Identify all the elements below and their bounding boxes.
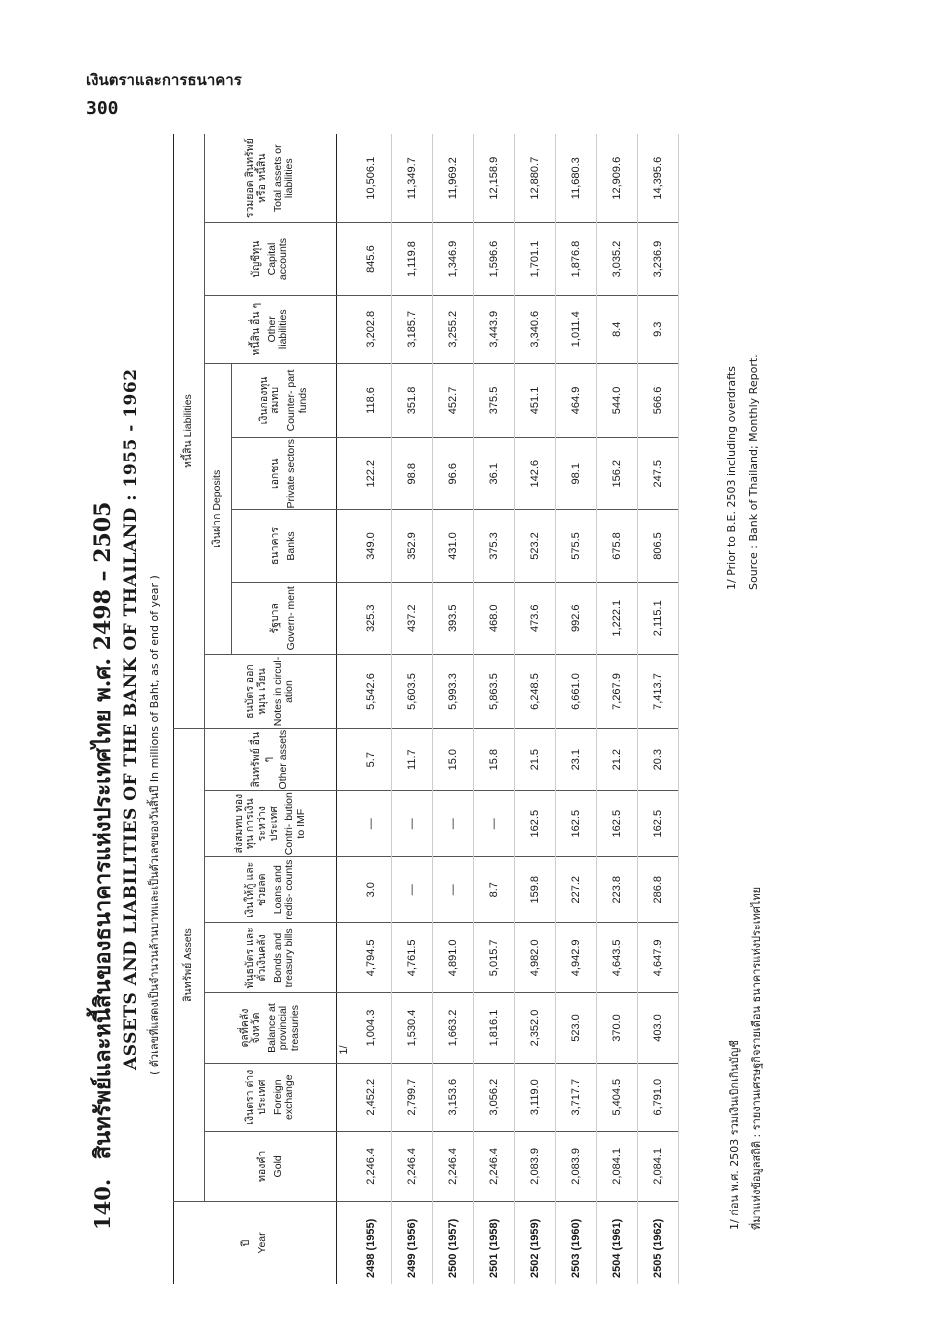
cell-bonds: 4,891.0	[433, 923, 474, 993]
cell-year: 2500 (1957)	[433, 1201, 474, 1284]
cell-treas: 1,530.4	[392, 993, 433, 1063]
col-government-thai: รัฐบาล	[269, 603, 282, 634]
cell-gov: 437.2	[392, 582, 433, 654]
col-treasuries-thai: ดุลที่คลัง จังหวัด	[238, 1008, 263, 1048]
table-row	[433, 134, 474, 1284]
footnote-english: 1/ Prior to B.E. 2503 including overdrafts	[725, 366, 738, 590]
cell-counterpart: 118.6	[351, 363, 392, 437]
col-other-assets-header	[205, 729, 337, 791]
cell-year: 2498 (1955)	[351, 1201, 392, 1284]
cell-bonds: 5,015.7	[474, 923, 515, 993]
cell-bonds: 4,942.9	[556, 923, 597, 993]
col-year-header	[174, 1201, 337, 1284]
cell-notes: 5,603.5	[392, 654, 433, 728]
cell-notes: 6,661.0	[556, 654, 597, 728]
cell-year: 2503 (1960)	[556, 1201, 597, 1284]
cell-private: 96.6	[433, 438, 474, 510]
col-capital-thai: บัญชีทุน	[250, 240, 263, 278]
cell-imf: 162.5	[515, 791, 556, 857]
cell-imf: —	[351, 791, 392, 857]
cell-year: 2499 (1956)	[392, 1201, 433, 1284]
col-private-header	[232, 438, 337, 510]
cell-private: 98.8	[392, 438, 433, 510]
col-other-liabilities-thai: หนี้สิน อื่น ๆ	[250, 302, 263, 356]
cell-imf: —	[433, 791, 474, 857]
col-fx-header	[205, 1063, 337, 1131]
cell-loans: —	[392, 857, 433, 923]
cell-treas: 370.0	[597, 993, 638, 1063]
table-row	[556, 134, 597, 1284]
table-row	[597, 134, 638, 1284]
cell-gov: 992.6	[556, 582, 597, 654]
cell-other-liab: 3,202.8	[351, 295, 392, 363]
source-english: Source : Bank of Thailand; Monthly Report.	[747, 354, 760, 590]
col-other-liabilities-english: Other liabilities	[265, 309, 290, 350]
cell-total: 11,680.3	[556, 134, 597, 223]
col-year-thai: ปี	[240, 1239, 253, 1247]
cell-other-assets: 15.0	[433, 729, 474, 791]
col-notes-header	[205, 654, 337, 728]
cell-other-assets: 20.3	[638, 729, 679, 791]
cell-other-liab: 3,340.6	[515, 295, 556, 363]
table-row	[392, 134, 433, 1284]
source-thai: ที่มาแห่งข้อมูลสถิติ : รายงานเศรษฐกิจรายเดือน ธนาคารแห่งประเทศไทย	[750, 886, 763, 1230]
cell-banks: 806.5	[638, 510, 679, 582]
col-treasuries-header	[205, 993, 337, 1063]
cell-gov: 2,115.1	[638, 582, 679, 654]
cell-fx: 3,153.6	[433, 1063, 474, 1131]
rotated-table-page	[85, 120, 815, 1300]
cell-other-assets: 21.5	[515, 729, 556, 791]
col-private-english: Private sectors	[285, 439, 297, 509]
table-row	[638, 134, 679, 1284]
col-year-english: Year	[256, 1232, 268, 1254]
table-title-thai: สินทรัพย์และหนี้สินของธนาคารแห่งประเทศไทย พ.ศ. 2498 – 2505	[90, 501, 116, 1160]
col-gold-english: Gold	[271, 1155, 284, 1178]
cell-total: 11,349.7	[392, 134, 433, 223]
col-other-assets-thai: สินทรัพย์ อื่น ๆ	[250, 731, 274, 788]
cell-year: 2505 (1962)	[638, 1201, 679, 1284]
cell-private: 98.1	[556, 438, 597, 510]
cell-gov: 468.0	[474, 582, 515, 654]
col-government-header	[232, 582, 337, 654]
cell-counterpart: 544.0	[597, 363, 638, 437]
cell-year: 2504 (1961)	[597, 1201, 638, 1284]
cell-counterpart: 375.5	[474, 363, 515, 437]
cell-capital: 1,596.6	[474, 223, 515, 295]
col-government-english: Govern- ment	[285, 586, 297, 651]
table-row	[351, 134, 392, 1284]
cell-loans: 159.8	[515, 857, 556, 923]
col-gold-thai: ทองคำ	[255, 1150, 268, 1182]
cell-fx: 3,119.0	[515, 1063, 556, 1131]
cell-bonds: 4,982.0	[515, 923, 556, 993]
col-capital-english: Capital accounts	[265, 238, 290, 281]
cell-loans: 223.8	[597, 857, 638, 923]
cell-loans: 286.8	[638, 857, 679, 923]
cell-gold: 2,246.4	[351, 1131, 392, 1201]
table-unit-note: ( ตัวเลขที่แสดงเป็นจำนวนล้านบาทและเป็นตัวเลขของวันสิ้นปี In millions of Baht, as of end of year )	[148, 575, 161, 1075]
cell-other-assets: 5.7	[351, 729, 392, 791]
col-banks-header	[232, 510, 337, 582]
cell-gold: 2,084.1	[638, 1131, 679, 1201]
table-number: 140.	[90, 1178, 115, 1230]
cell-loans: —	[433, 857, 474, 923]
col-gold-header	[205, 1131, 337, 1201]
cell-private: 36.1	[474, 438, 515, 510]
cell-counterpart: 464.9	[556, 363, 597, 437]
cell-private: 142.6	[515, 438, 556, 510]
col-notes-english: Notes in circul- ation	[271, 656, 296, 727]
cell-gov: 393.5	[433, 582, 474, 654]
cell-banks: 352.9	[392, 510, 433, 582]
cell-counterpart: 566.6	[638, 363, 679, 437]
cell-banks: 349.0	[351, 510, 392, 582]
liabilities-group-header: หนี้สิน Liabilities	[174, 134, 205, 729]
cell-counterpart: 451.1	[515, 363, 556, 437]
cell-gov: 1,222.1	[597, 582, 638, 654]
cell-year: 2501 (1958)	[474, 1201, 515, 1284]
cell-capital: 3,035.2	[597, 223, 638, 295]
col-loans-header	[205, 857, 337, 923]
col-other-liabilities-header	[205, 295, 337, 363]
cell-fx: 2,452.2	[351, 1063, 392, 1131]
cell-gold: 2,246.4	[433, 1131, 474, 1201]
cell-capital: 3,236.9	[638, 223, 679, 295]
cell-treas: 2,352.0	[515, 993, 556, 1063]
col-loans-thai: เงินให้กู้ และ ช่วยลด	[244, 861, 268, 918]
col-bonds-header	[205, 923, 337, 993]
cell-banks: 575.5	[556, 510, 597, 582]
cell-gold: 2,246.4	[474, 1131, 515, 1201]
col-fx-english: Foreign exchange	[271, 1074, 296, 1120]
cell-total: 10,506.1	[351, 134, 392, 223]
cell-notes: 5,993.3	[433, 654, 474, 728]
cell-private: 156.2	[597, 438, 638, 510]
col-counterpart-english: Counter- part funds	[285, 369, 309, 432]
cell-treas: 403.0	[638, 993, 679, 1063]
cell-imf: 162.5	[638, 791, 679, 857]
cell-loans: 8.7	[474, 857, 515, 923]
cell-imf: —	[474, 791, 515, 857]
col-total-thai: รวมยอด สินทรัพย์ หรือ หนี้สิน	[244, 138, 268, 219]
cell-imf: 162.5	[556, 791, 597, 857]
col-bonds-thai: พันธบัตร และ ตั๋วเงินคลัง	[244, 927, 268, 989]
cell-gov: 473.6	[515, 582, 556, 654]
cell-notes: 5,863.5	[474, 654, 515, 728]
deposits-group-header: เงินฝาก Deposits	[205, 363, 232, 654]
cell-other-liab: 8.4	[597, 295, 638, 363]
cell-fx: 3,056.2	[474, 1063, 515, 1131]
cell-other-assets: 21.2	[597, 729, 638, 791]
cell-loans: 3.0	[351, 857, 392, 923]
cell-gold: 2,246.4	[392, 1131, 433, 1201]
cell-loans: 227.2	[556, 857, 597, 923]
cell-private: 122.2	[351, 438, 392, 510]
cell-imf: 162.5	[597, 791, 638, 857]
cell-other-assets: 15.8	[474, 729, 515, 791]
assets-liabilities-table	[173, 134, 679, 1284]
cell-counterpart: 452.7	[433, 363, 474, 437]
cell-fx: 6,791.0	[638, 1063, 679, 1131]
cell-gov: 325.3	[351, 582, 392, 654]
cell-treas: 1,663.2	[433, 993, 474, 1063]
cell-total: 12,158.9	[474, 134, 515, 223]
col-private-thai: เอกชน	[269, 458, 282, 490]
cell-treas: 1,816.1	[474, 993, 515, 1063]
cell-fx: 2,799.7	[392, 1063, 433, 1131]
table-row	[515, 134, 556, 1284]
cell-total: 12,909.6	[597, 134, 638, 223]
col-total-english: Total assets or liabilities	[271, 144, 296, 213]
col-other-assets-english: Other assets	[277, 729, 290, 790]
col-counterpart-thai: เงินกองทุนสมทบ	[257, 376, 282, 425]
cell-gold: 2,083.9	[556, 1131, 597, 1201]
col-total-header	[205, 134, 337, 223]
footnote-thai: 1/ ก่อน พ.ศ. 2503 รวมเงินเบิกเกินบัญชี	[728, 1040, 741, 1230]
col-bonds-english: Bonds and treasury bills	[271, 928, 296, 988]
cell-bonds: 4,794.5	[351, 923, 392, 993]
table-title	[85, 502, 121, 1230]
cell-gold: 2,084.1	[597, 1131, 638, 1201]
col-fx-thai: เงินตรา ต่าง ประเทศ	[244, 1069, 268, 1125]
col-notes-thai: ธนบัตร ออกหมุน เวียน	[244, 664, 268, 719]
cell-capital: 1,346.9	[433, 223, 474, 295]
cell-notes: 6,248.5	[515, 654, 556, 728]
running-head: เงินตราและการธนาคาร	[86, 71, 242, 89]
col-counterpart-header	[232, 363, 337, 437]
cell-counterpart: 351.8	[392, 363, 433, 437]
col-capital-header	[205, 223, 337, 295]
cell-treas: 1,004.3	[351, 993, 392, 1063]
col-imf-english: Contri- bution to IMF	[283, 792, 307, 856]
cell-capital: 1,701.1	[515, 223, 556, 295]
cell-capital: 845.6	[351, 223, 392, 295]
cell-other-liab: 9.3	[638, 295, 679, 363]
cell-imf: —	[392, 791, 433, 857]
cell-bonds: 4,647.9	[638, 923, 679, 993]
cell-total: 14,395.6	[638, 134, 679, 223]
table-title-english: ASSETS AND LIABILITIES OF THE BANK OF THAILAND : 1955 - 1962	[121, 368, 141, 1070]
cell-other-liab: 1,011.4	[556, 295, 597, 363]
col-imf-header	[205, 791, 337, 857]
assets-group-header: สินทรัพย์ Assets	[174, 729, 205, 1202]
cell-total: 11,969.2	[433, 134, 474, 223]
cell-year: 2502 (1959)	[515, 1201, 556, 1284]
cell-capital: 1,119.8	[392, 223, 433, 295]
cell-fx: 3,717.7	[556, 1063, 597, 1131]
cell-other-liab: 3,255.2	[433, 295, 474, 363]
cell-treas: 523.0	[556, 993, 597, 1063]
cell-notes: 7,267.9	[597, 654, 638, 728]
cell-private: 247.5	[638, 438, 679, 510]
cell-capital: 1,876.8	[556, 223, 597, 295]
cell-other-liab: 3,185.7	[392, 295, 433, 363]
cell-other-assets: 11.7	[392, 729, 433, 791]
cell-bonds: 4,643.5	[597, 923, 638, 993]
footnote-marker: 1/	[337, 993, 352, 1063]
col-imf-thai: ส่งสมทบ ทองทุน การเงิน ระหว่าง ประเทศ	[232, 793, 280, 854]
cell-banks: 523.2	[515, 510, 556, 582]
cell-bonds: 4,761.5	[392, 923, 433, 993]
cell-other-assets: 23.1	[556, 729, 597, 791]
cell-total: 12,880.7	[515, 134, 556, 223]
cell-banks: 375.3	[474, 510, 515, 582]
col-banks-english: Banks	[285, 531, 297, 561]
cell-other-liab: 3,443.9	[474, 295, 515, 363]
page-number: 300	[86, 98, 119, 119]
col-banks-thai: ธนาคาร	[269, 526, 282, 566]
cell-banks: 431.0	[433, 510, 474, 582]
cell-gold: 2,083.9	[515, 1131, 556, 1201]
table-body	[351, 134, 679, 1284]
col-treasuries-english: Balance at provincial treasuries	[265, 1003, 301, 1053]
cell-banks: 675.8	[597, 510, 638, 582]
cell-notes: 7,413.7	[638, 654, 679, 728]
col-loans-english: Loans and redis- counts	[271, 859, 296, 920]
table-row	[474, 134, 515, 1284]
cell-notes: 5,542.6	[351, 654, 392, 728]
cell-fx: 5,404.5	[597, 1063, 638, 1131]
